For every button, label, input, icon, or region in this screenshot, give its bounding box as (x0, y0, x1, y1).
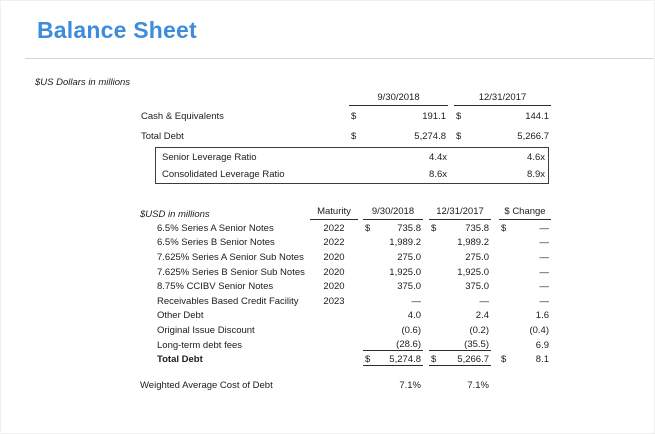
amount: 4.0 (407, 310, 421, 322)
amount: (28.6) (396, 339, 421, 351)
value-change (499, 281, 551, 292)
amount: 275.0 (465, 251, 489, 263)
amount: — (539, 266, 549, 278)
value-2017 (429, 380, 491, 391)
summary-header-2018: 9/30/2018 (349, 92, 448, 106)
amount: — (539, 281, 549, 293)
currency-sign: $ (456, 130, 462, 142)
maturity-value: 2020 (323, 251, 345, 263)
table-row (156, 166, 548, 183)
row-label: Total Debt (157, 354, 203, 366)
summary-header-2017: 12/31/2017 (454, 92, 551, 106)
maturity-value: 2020 (323, 281, 345, 293)
leverage-ratio-box (155, 147, 549, 184)
amount: — (539, 222, 549, 234)
amount: 275.0 (397, 251, 421, 263)
units-note: $US Dollars in millions (35, 77, 131, 88)
table-row (140, 250, 551, 265)
amount: 5,274.8 (389, 353, 421, 365)
amount: (0.2) (469, 324, 489, 336)
value-2017 (429, 296, 491, 307)
table-caption: $USD in millions (140, 209, 210, 220)
value-2018 (363, 267, 423, 278)
value-2017 (429, 281, 491, 292)
row-label: Other Debt (157, 310, 204, 322)
amount: 7.1% (399, 379, 421, 391)
value-change (499, 223, 551, 234)
value-change (499, 267, 551, 278)
value-2018 (363, 325, 423, 336)
value-change (499, 310, 551, 321)
row-label: Cash & Equivalents (141, 110, 224, 122)
amount: 2.4 (475, 310, 489, 322)
table-row (140, 338, 551, 353)
table-row (140, 279, 551, 294)
value-change (499, 325, 551, 336)
value-2017 (429, 267, 491, 278)
maturity-value: 2020 (323, 266, 345, 278)
debt-header-row (140, 204, 551, 220)
value-2018 (363, 354, 423, 366)
maturity-value: 2022 (323, 237, 345, 249)
value-2018: 4.4x (429, 152, 447, 163)
table-row (156, 149, 548, 166)
value-change (499, 237, 551, 248)
summary-table (141, 90, 551, 146)
value-2018 (363, 281, 423, 292)
table-row (140, 221, 551, 236)
currency-sign: $ (431, 353, 437, 365)
row-label: Receivables Based Credit Facility (157, 295, 299, 307)
maturity-value: 2023 (323, 295, 345, 307)
page-title: Balance Sheet (37, 17, 197, 43)
value-2018 (363, 252, 423, 263)
currency-sign: $ (456, 110, 462, 122)
value-2017 (429, 310, 491, 321)
row-label: Senior Leverage Ratio (162, 152, 257, 163)
value-2017 (429, 354, 491, 366)
value-2018 (363, 339, 423, 351)
amount: 735.8 (397, 222, 421, 234)
row-label: Consolidated Leverage Ratio (162, 169, 285, 180)
header-2018: 9/30/2018 (363, 206, 423, 220)
amount: 1,989.2 (389, 237, 421, 249)
table-row (140, 323, 551, 338)
value-2018 (363, 237, 423, 248)
currency-sign: $ (365, 222, 371, 234)
summary-header-row (141, 90, 551, 106)
amount: 5,274.8 (414, 130, 446, 142)
value-2017 (429, 223, 491, 234)
amount: 5,266.7 (517, 130, 549, 142)
value-2018 (363, 296, 423, 307)
amount: 375.0 (397, 281, 421, 293)
amount: — (539, 295, 549, 307)
currency-sign: $ (501, 222, 507, 234)
row-label: 7.625% Series A Senior Sub Notes (157, 251, 304, 263)
table-row (140, 265, 551, 280)
amount: 1,989.2 (457, 237, 489, 249)
amount: 735.8 (465, 222, 489, 234)
value-2017 (429, 252, 491, 263)
value-2018 (363, 380, 423, 391)
total-row (140, 352, 551, 367)
value-2018 (349, 111, 448, 122)
amount: — (539, 237, 549, 249)
maturity-value: 2022 (323, 222, 345, 234)
weighted-average-row (140, 378, 551, 393)
table-row (140, 294, 551, 309)
amount: 191.1 (422, 110, 446, 122)
amount: 5,266.7 (457, 353, 489, 365)
amount: 144.1 (525, 110, 549, 122)
row-label: 6.5% Series A Senior Notes (157, 222, 274, 234)
value-2017: 8.9x (527, 169, 545, 180)
currency-sign: $ (431, 222, 437, 234)
value-2017 (429, 325, 491, 336)
table-row (141, 126, 551, 146)
title-divider (25, 58, 655, 59)
value-2017 (429, 339, 491, 351)
table-row (141, 106, 551, 126)
amount: (0.4) (529, 324, 549, 336)
amount: — (411, 295, 421, 307)
amount: 7.1% (467, 379, 489, 391)
value-2017 (454, 111, 551, 122)
row-label: 8.75% CCIBV Senior Notes (157, 281, 274, 293)
value-2017: 4.6x (527, 152, 545, 163)
row-label: 7.625% Series B Senior Sub Notes (157, 266, 305, 278)
amount: 8.1 (535, 354, 549, 366)
table-row (140, 309, 551, 324)
currency-sign: $ (365, 353, 371, 365)
currency-sign: $ (501, 354, 507, 366)
amount: (0.6) (401, 324, 421, 336)
row-label: Total Debt (141, 130, 184, 142)
value-change (499, 252, 551, 263)
amount: 6.9 (535, 339, 549, 351)
currency-sign: $ (351, 130, 357, 142)
value-2018 (363, 223, 423, 234)
amount: 1,925.0 (457, 266, 489, 278)
row-label: Original Issue Discount (157, 324, 255, 336)
amount: — (539, 251, 549, 263)
currency-sign: $ (351, 110, 357, 122)
table-row (140, 236, 551, 251)
value-2017 (429, 237, 491, 248)
value-2018 (363, 310, 423, 321)
value-change (499, 354, 551, 365)
header-maturity: Maturity (310, 206, 358, 220)
amount: 1,925.0 (389, 266, 421, 278)
value-2018 (349, 131, 448, 142)
debt-detail-table (140, 204, 551, 393)
row-label: Weighted Average Cost of Debt (140, 379, 273, 391)
header-2017: 12/31/2017 (429, 206, 491, 220)
amount: — (479, 295, 489, 307)
value-2017 (454, 131, 551, 142)
row-label: Long-term debt fees (157, 339, 243, 351)
amount: 1.6 (535, 310, 549, 322)
header-change: $ Change (499, 206, 551, 220)
row-label: 6.5% Series B Senior Notes (157, 237, 275, 249)
value-change (499, 296, 551, 307)
value-change (499, 340, 551, 351)
amount: 375.0 (465, 281, 489, 293)
value-2018: 8.6x (429, 169, 447, 180)
amount: (35.5) (464, 339, 489, 351)
